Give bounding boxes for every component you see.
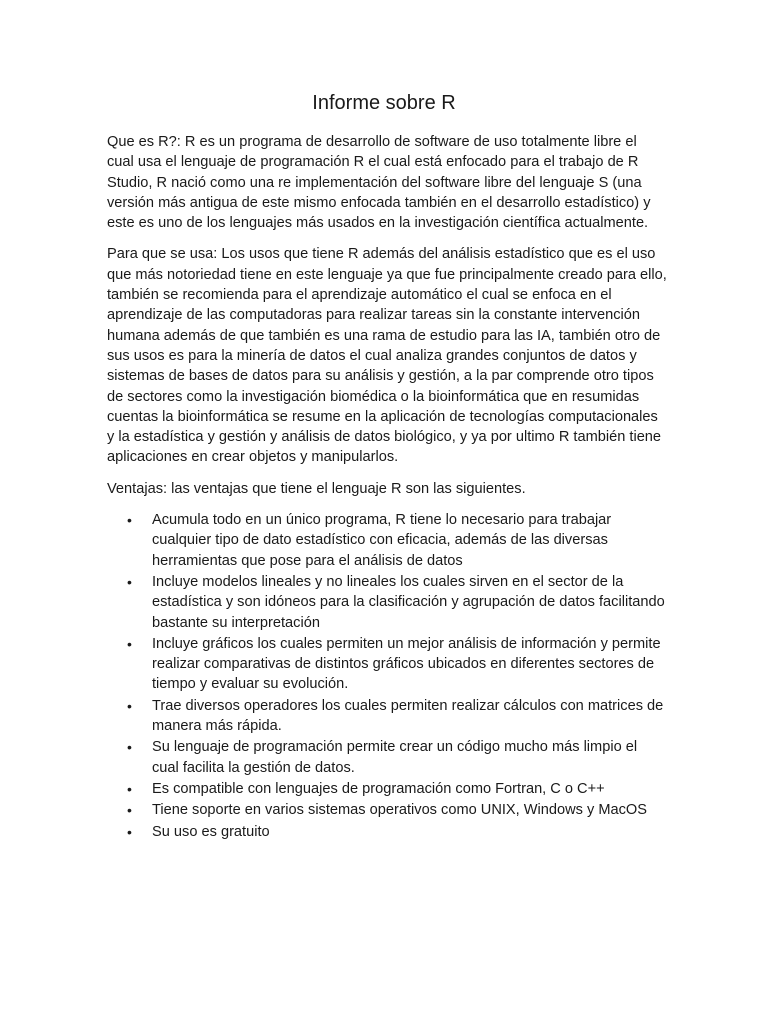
advantages-list	[107, 510, 667, 842]
list-item-text: Incluye gráficos los cuales permiten un mejor análisis de información y permite realizar comparativas de distintos gráficos ubicados en diferentes sectores de tiempo y evaluar su evolución.	[152, 635, 661, 693]
list-item-text: Incluye modelos lineales y no lineales los cuales sirven en el sector de la estadística y son idóneos para la clasificación y agrupación de datos facilitando bastante su interpretación	[152, 573, 665, 631]
bullet-icon: •	[127, 780, 132, 797]
list-item-text: Tiene soporte en varios sistemas operativos como UNIX, Windows y MacOS	[152, 802, 648, 819]
list-item	[107, 737, 667, 778]
list-item	[107, 634, 667, 695]
paragraph-que-es-r: Que es R?: R es un programa de desarrollo de software de uso totalmente libre el cual usa el lenguaje de programación R el cual está enfocado para el trabajo de R Studio, R nació como una re implementación del software libre del lenguaje S (una versión más antigua de este mismo enfocada también en el desarrollo estadístico) y este es uno de los lenguajes más usados en la investigación científica actualmente.	[107, 134, 651, 232]
list-item	[107, 779, 667, 799]
list-item-text: Acumula todo en un único programa, R tiene lo necesario para trabajar cualquier tipo de dato estadístico con eficacia, además de las diversas herramientas que pose para el análisis de datos	[152, 512, 612, 569]
list-item	[107, 696, 667, 737]
list-item-text: Es compatible con lenguajes de programación como Fortran, C o C++	[152, 780, 605, 797]
document-title: Informe sobre R	[312, 92, 456, 114]
bullet-icon: •	[127, 823, 132, 840]
bullet-icon: •	[127, 635, 132, 652]
list-item	[107, 510, 667, 571]
list-item-text: Su uso es gratuito	[152, 823, 270, 840]
list-item-text: Su lenguaje de programación permite crear un código mucho más limpio el cual facilita la gestión de datos.	[152, 739, 638, 776]
document-body	[107, 132, 667, 843]
list-item-text: Trae diversos operadores los cuales permiten realizar cálculos con matrices de manera más rápida.	[152, 697, 664, 735]
paragraph-ventajas: Ventajas: las ventajas que tiene el lenguaje R son las siguientes.	[107, 480, 526, 497]
paragraph-para-que-se-usa: Para que se usa: Los usos que tiene R además del análisis estadístico que es el uso que más notoriedad tiene en este lenguaje ya que fue principalmente creado para ello, también se recomienda para el aprendizaje automático el cual se enfoca en el aprendizaje de las computadoras para realizar tareas sin la constante intervención humana además de que también es una rama de estudio para las IA, también otro de sus usos es para la minería de datos el cual analiza grandes conjuntos de datos y sistemas de bases de datos para su análisis y gestión, a la par comprende otro tipos de sectores como la investigación biomédica o la bioinformática que en resumidas cuentas la bioinformática se resume en la aplicación de tecnologías computacionales y la estadística y gestión y análisis de datos biológico, y ya por ultimo R también tiene aplicaciones en crear objetos y manipularlos.	[107, 246, 667, 466]
list-item	[107, 572, 667, 633]
bullet-icon: •	[127, 573, 132, 590]
list-item	[107, 822, 667, 842]
bullet-icon: •	[127, 739, 132, 756]
list-item	[107, 800, 667, 820]
bullet-icon: •	[127, 512, 132, 529]
bullet-icon: •	[127, 802, 132, 819]
bullet-icon: •	[127, 697, 132, 714]
